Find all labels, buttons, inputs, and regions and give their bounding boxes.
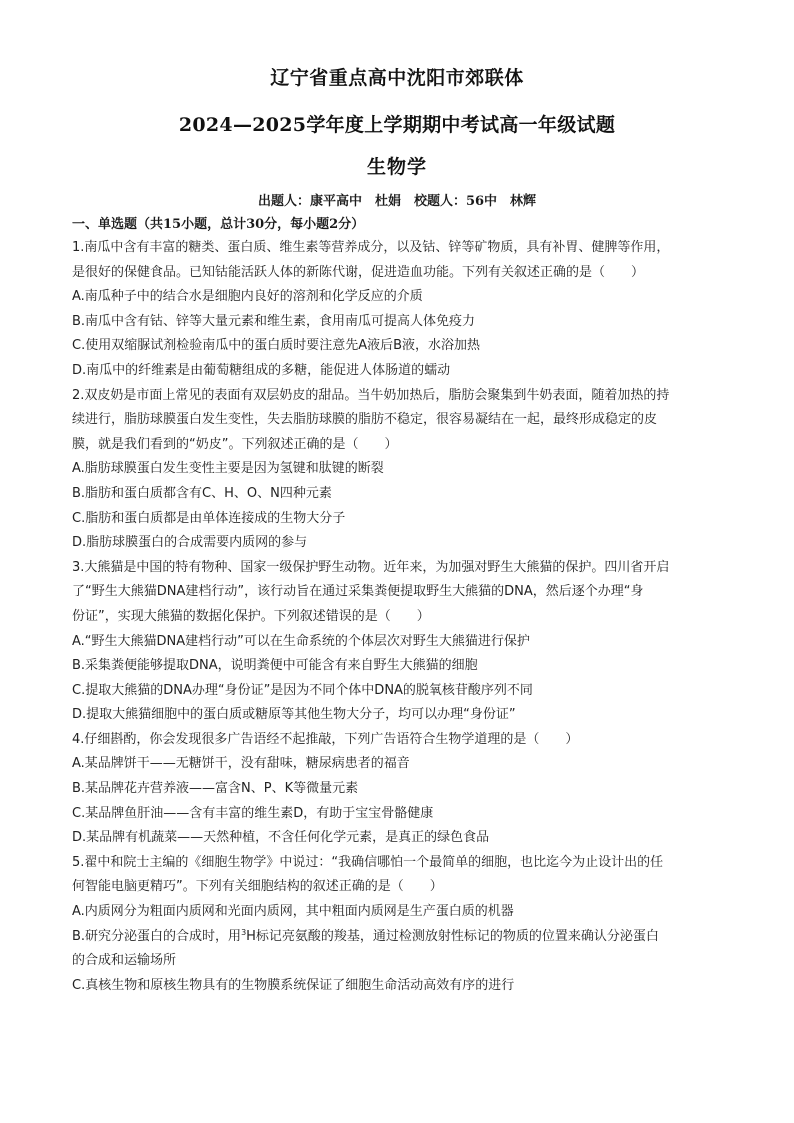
line-suffix: H标记亮氨酸的羧基，通过检测放射性标记的物质的位置来确认分泌蛋白 [246,928,659,944]
line-prefix: B.研究分泌蛋白的合成时，用 [72,928,242,944]
question-body [72,236,722,998]
text-line: 是很好的保健食品。已知钴能活跃人体的新陈代谢，促进造血功能。下列有关叙述正确的是（ ） [72,264,645,280]
text-line: C.某品牌鱼肝油——含有丰富的维生素D，有助于宝宝骨骼健康 [72,805,434,821]
text-line: B.采集粪便能够提取DNA，说明粪便中可能含有来自野生大熊猫的细胞 [72,658,478,674]
exam-header-line1: 辽宁省重点高中沈阳市郊联体 [270,67,524,89]
text-line: B.南瓜中含有钴、锌等大量元素和维生素，食用南瓜可提高人体免疫力 [72,313,476,329]
text-line: D.提取大熊猫细胞中的蛋白质或糖原等其他生物大分子，均可以办理“身份证” [72,707,516,723]
text-line: D.南瓜中的纤维素是由葡萄糖组成的多糖，能促进人体肠道的蠕动 [72,362,451,378]
text-line: 续进行，脂肪球膜蛋白发生变性，失去脂肪球膜的脂肪不稳定，很容易凝结在一起，最终形成稳定的皮 [72,412,658,428]
text-line: C.真核生物和原核生物具有的生物膜系统保证了细胞生命活动高效有序的进行 [72,977,515,993]
subject-title: 生物学 [366,156,427,178]
text-line: D.某品牌有机蔬菜——天然种植，不含任何化学元素，是真正的绿色食品 [72,830,490,846]
text-line: D.脂肪球膜蛋白的合成需要内质网的参与 [72,535,308,551]
text-line-with-superscript [72,925,722,950]
text-line: C.使用双缩脲试剂检验南瓜中的蛋白质时要注意先A液后B液，水浴加热 [72,338,481,354]
isotope-superscript: 3 [241,927,247,937]
text-line: C.提取大熊猫的DNA办理“身份证”是因为不同个体中DNA的脱氧核苷酸序列不同 [72,682,533,698]
section-heading: 一、单选题（共15小题，总计30分，每小题2分） [72,217,365,232]
text-line: 了“野生大熊猫DNA建档行动”，该行动旨在通过采集粪便提取野生大熊猫的DNA，然后逐个办理“身 [72,584,644,600]
text-line: C.脂肪和蛋白质都是由单体连接成的生物大分子 [72,510,346,526]
text-line: A.脂肪球膜蛋白发生变性主要是因为氢键和肽键的断裂 [72,461,384,477]
text-line: A.南瓜种子中的结合水是细胞内良好的溶剂和化学反应的介质 [72,289,423,305]
text-line: 5.翟中和院士主编的《细胞生物学》中说过：“我确信哪怕一个最简单的细胞，也比迄今为止设计出的任 [72,854,664,870]
text-line: 1.南瓜中含有丰富的糖类、蛋白质、维生素等营养成分，以及钴、锌等矿物质，具有补胃、健脾等作用， [72,240,670,255]
text-line: B.脂肪和蛋白质都含有C、H、O、N四种元素 [72,485,332,501]
text-line: A.“野生大熊猫DNA建档行动”可以在生命系统的个体层次对野生大熊猫进行保护 [72,633,530,649]
text-line: B.某品牌花卉营养液——富含N、P、K等微量元素 [72,781,359,797]
text-line: A.某品牌饼干——无糖饼干，没有甜味，糖尿病患者的福音 [72,756,410,772]
text-line: 份证”，实现大熊猫的数据化保护。下列叙述错误的是（ ） [72,608,430,624]
text-line: 何智能电脑更精巧”。下列有关细胞结构的叙述正确的是（ ） [72,879,443,895]
authors-line: 出题人：康平高中 杜娟 校题人：56中 林辉 [257,194,537,209]
text-line: 2.双皮奶是市面上常见的表面有双层奶皮的甜品。当牛奶加热后，脂肪会聚集到牛奶表面，随着加热的持 [72,387,670,403]
text-line: 膜，就是我们看到的“奶皮”。下列叙述正确的是（ ） [72,436,398,452]
text-line: A.内质网分为粗面内质网和光面内质网，其中粗面内质网是生产蛋白质的机器 [72,904,514,920]
exam-header-line2: 2024—2025学年度上学期期中考试高一年级试题 [178,114,616,136]
text-line: 的合成和运输场所 [72,953,177,969]
text-line: 3.大熊猫是中国的特有物种、国家一级保护野生动物。近年来，为加强对野生大熊猫的保护。四川省开启 [72,559,670,575]
text-line: 4.仔细斟酌，你会发现很多广告语经不起推敲，下列广告语符合生物学道理的是（ ） [72,731,579,747]
